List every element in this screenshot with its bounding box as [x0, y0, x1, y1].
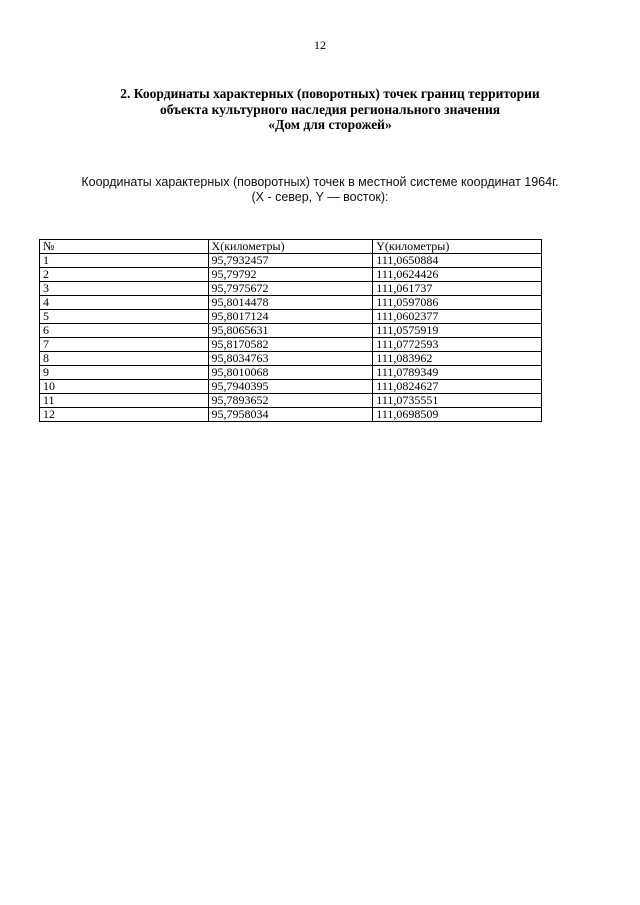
caption-line-1: Координаты характерных (поворотных) точек в местной системе координат 1964г. — [81, 175, 559, 189]
cell-number: 8 — [40, 352, 209, 366]
cell-y: 111,0789349 — [373, 366, 542, 380]
cell-number: 10 — [40, 380, 209, 394]
cell-y: 111,0624426 — [373, 268, 542, 282]
table-row — [40, 352, 542, 366]
cell-y: 111,0735551 — [373, 394, 542, 408]
heading-line-3: «Дом для сторожей» — [268, 117, 392, 132]
table-row — [40, 310, 542, 324]
table-row — [40, 296, 542, 310]
table-row — [40, 268, 542, 282]
table-row — [40, 254, 542, 268]
table-row — [40, 394, 542, 408]
cell-y: 111,061737 — [373, 282, 542, 296]
cell-x: 95,7958034 — [208, 408, 373, 422]
cell-x: 95,8034763 — [208, 352, 373, 366]
cell-number: 7 — [40, 338, 209, 352]
cell-x: 95,7975672 — [208, 282, 373, 296]
cell-x: 95,8017124 — [208, 310, 373, 324]
cell-x: 95,8170582 — [208, 338, 373, 352]
cell-number: 4 — [40, 296, 209, 310]
table-row — [40, 380, 542, 394]
table-header-row — [40, 240, 542, 254]
cell-y: 111,0772593 — [373, 338, 542, 352]
cell-number: 3 — [40, 282, 209, 296]
table-row — [40, 408, 542, 422]
heading-line-2: объекта культурного наследия регионального значения — [159, 101, 501, 117]
table-row — [40, 338, 542, 352]
cell-x: 95,8014478 — [208, 296, 373, 310]
cell-y: 111,0597086 — [373, 296, 542, 310]
coordinates-table — [39, 239, 542, 422]
header-y: Y(километры) — [373, 240, 542, 254]
heading-line-1: 2. Координаты характерных (поворотных) точек границ территории — [120, 86, 540, 101]
table-row — [40, 366, 542, 380]
cell-number: 11 — [40, 394, 209, 408]
cell-x: 95,79792 — [208, 268, 373, 282]
cell-number: 5 — [40, 310, 209, 324]
table-body — [40, 254, 542, 422]
cell-x: 95,7940395 — [208, 380, 373, 394]
cell-number: 2 — [40, 268, 209, 282]
cell-y: 111,0698509 — [373, 408, 542, 422]
cell-number: 6 — [40, 324, 209, 338]
section-heading — [100, 86, 560, 133]
cell-number: 9 — [40, 366, 209, 380]
cell-y: 111,083962 — [373, 352, 542, 366]
cell-number: 12 — [40, 408, 209, 422]
cell-y: 111,0824627 — [373, 380, 542, 394]
caption-line-2: (X - север, Y — восток): — [251, 190, 389, 204]
cell-x: 95,8010068 — [208, 366, 373, 380]
table-row — [40, 282, 542, 296]
cell-x: 95,7932457 — [208, 254, 373, 268]
cell-x: 95,8065631 — [208, 324, 373, 338]
cell-y: 111,0575919 — [373, 324, 542, 338]
page-number: 12 — [314, 38, 326, 52]
cell-x: 95,7893652 — [208, 394, 373, 408]
cell-y: 111,0602377 — [373, 310, 542, 324]
cell-number: 1 — [40, 254, 209, 268]
header-x: X(километры) — [208, 240, 373, 254]
header-number: № — [40, 240, 209, 254]
coordinate-system-caption — [40, 175, 600, 205]
cell-y: 111,0650884 — [373, 254, 542, 268]
table-row — [40, 324, 542, 338]
